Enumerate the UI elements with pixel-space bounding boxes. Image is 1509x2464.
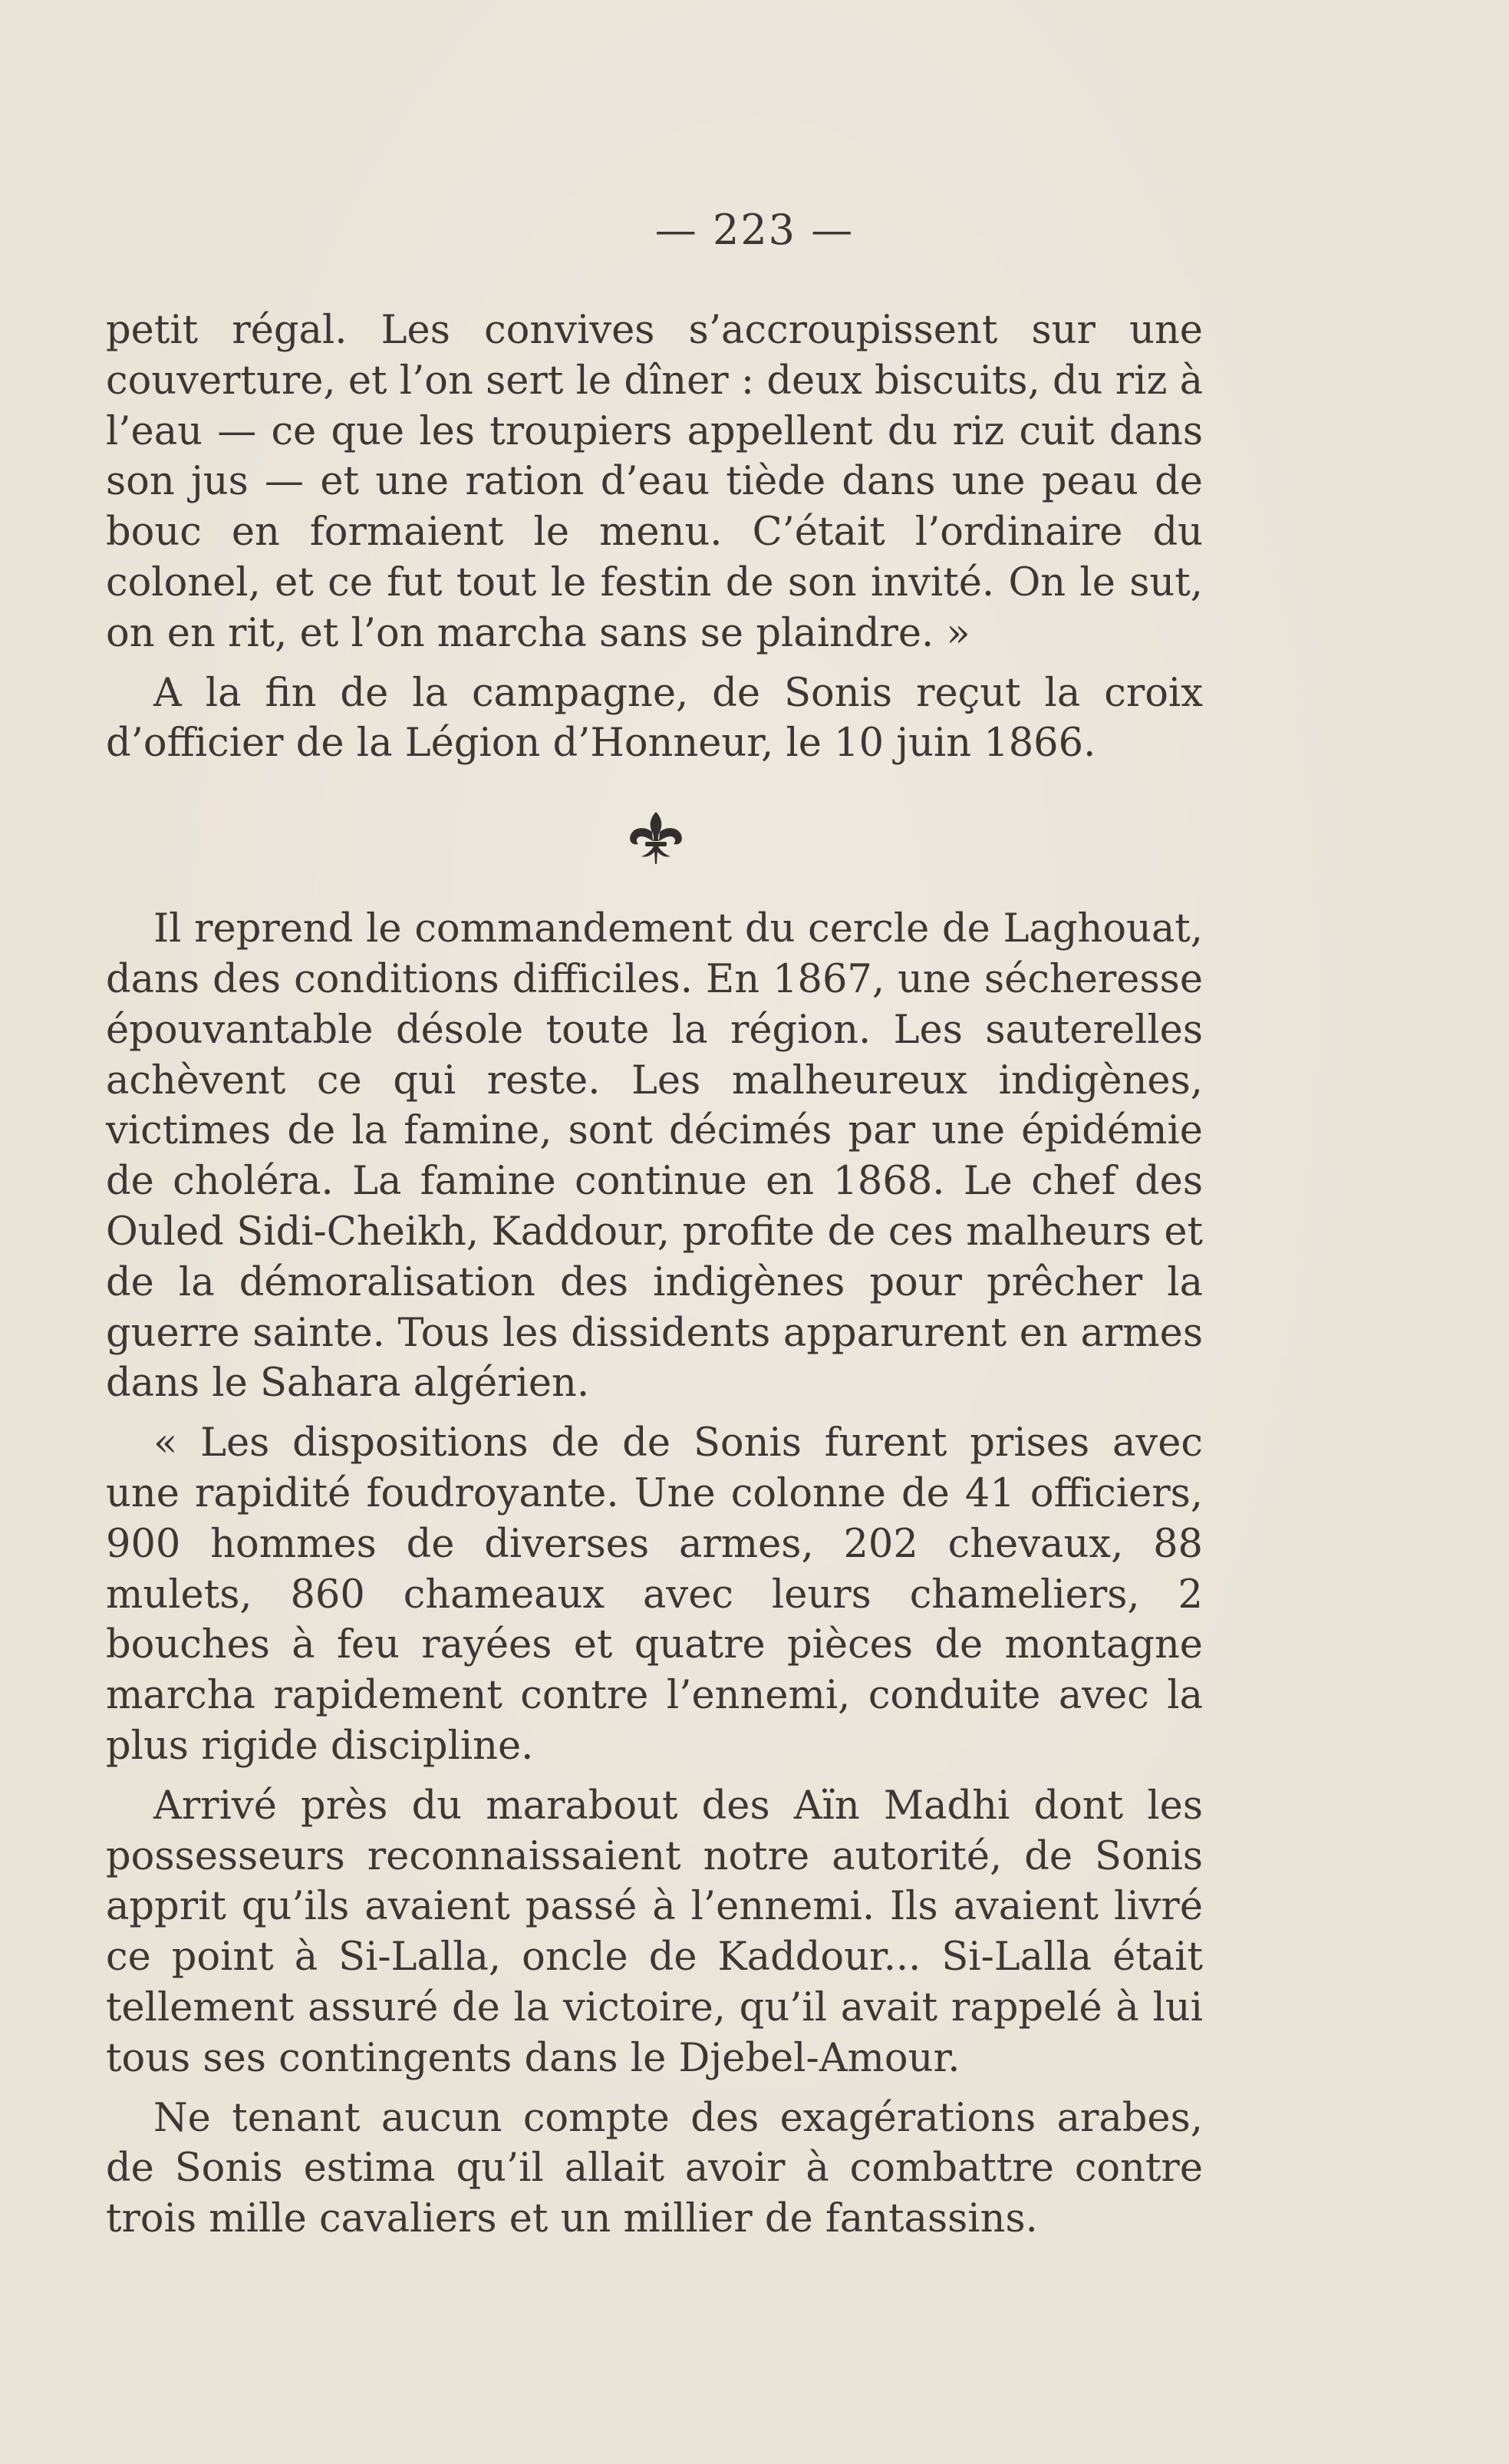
paragraph-6: Ne tenant aucun compte des exagérations arabes, de Sonis estima qu’il allait avoir à combattre contre trois mille cavaliers et un millier de fantassins.	[106, 2095, 1203, 2242]
paragraph-1: petit régal. Les convives s’accroupissent sur une couverture, et l’on sert le dîner : deux biscuits, du riz à l’eau — ce que les troupiers appellent du riz cuit dans son jus — et une ration d’eau tiède dans une peau de bouc en formaient le menu. C’était l’ordinaire du colonel, et ce fut tout le festin de son invité. On le sut, on en rit, et l’on marcha sans se plaindre. »	[106, 308, 1203, 656]
section-divider	[106, 769, 1203, 904]
paragraph-3: Il reprend le commandement du cercle de Laghouat, dans des conditions difficiles. En 1867, une sécheresse épouvantable désole toute la région. Les sauterelles achèvent ce qui reste. Les malheureux indigènes, victimes de la famine, sont décimés par une épidémie de choléra. La famine continue en 1868. Le chef des Ouled Sidi-Cheikh, Kaddour, profite de ces malheurs et de la démoralisation des indigènes pour prêcher la guerre sainte. Tous les dissidents apparurent en armes dans le Sahara algérien.	[106, 906, 1203, 1407]
paragraph-4: « Les dispositions de de Sonis furent prises avec une rapidité foudroyante. Une colonne de 41 officiers, 900 hommes de diverses armes, 202 chevaux, 88 mulets, 860 chameaux avec leurs chameliers, 2 bouches à feu rayées et quatre pièces de montagne marcha rapidement contre l’ennemi, conduite avec la plus rigide discipline.	[106, 1420, 1203, 1769]
fleur-de-lis-ornament-icon	[624, 809, 687, 867]
body-text	[106, 305, 1203, 2245]
page-number: — 223 —	[654, 206, 855, 254]
paragraph-2: A la fin de la campagne, de Sonis reçut la croix d’officier de la Légion d’Honneur, le 10 juin 1866.	[106, 670, 1203, 767]
paragraph-5: Arrivé près du marabout des Aïn Madhi dont les possesseurs reconnaissaient notre autorité, de Sonis apprit qu’ils avaient passé à l’ennemi. Ils avaient livré ce point à Si-Lalla, oncle de Kaddour... Si-Lalla était tellement assuré de la victoire, qu’il avait rappelé à lui tous ses contingents dans le Djebel-Amour.	[106, 1783, 1203, 2081]
